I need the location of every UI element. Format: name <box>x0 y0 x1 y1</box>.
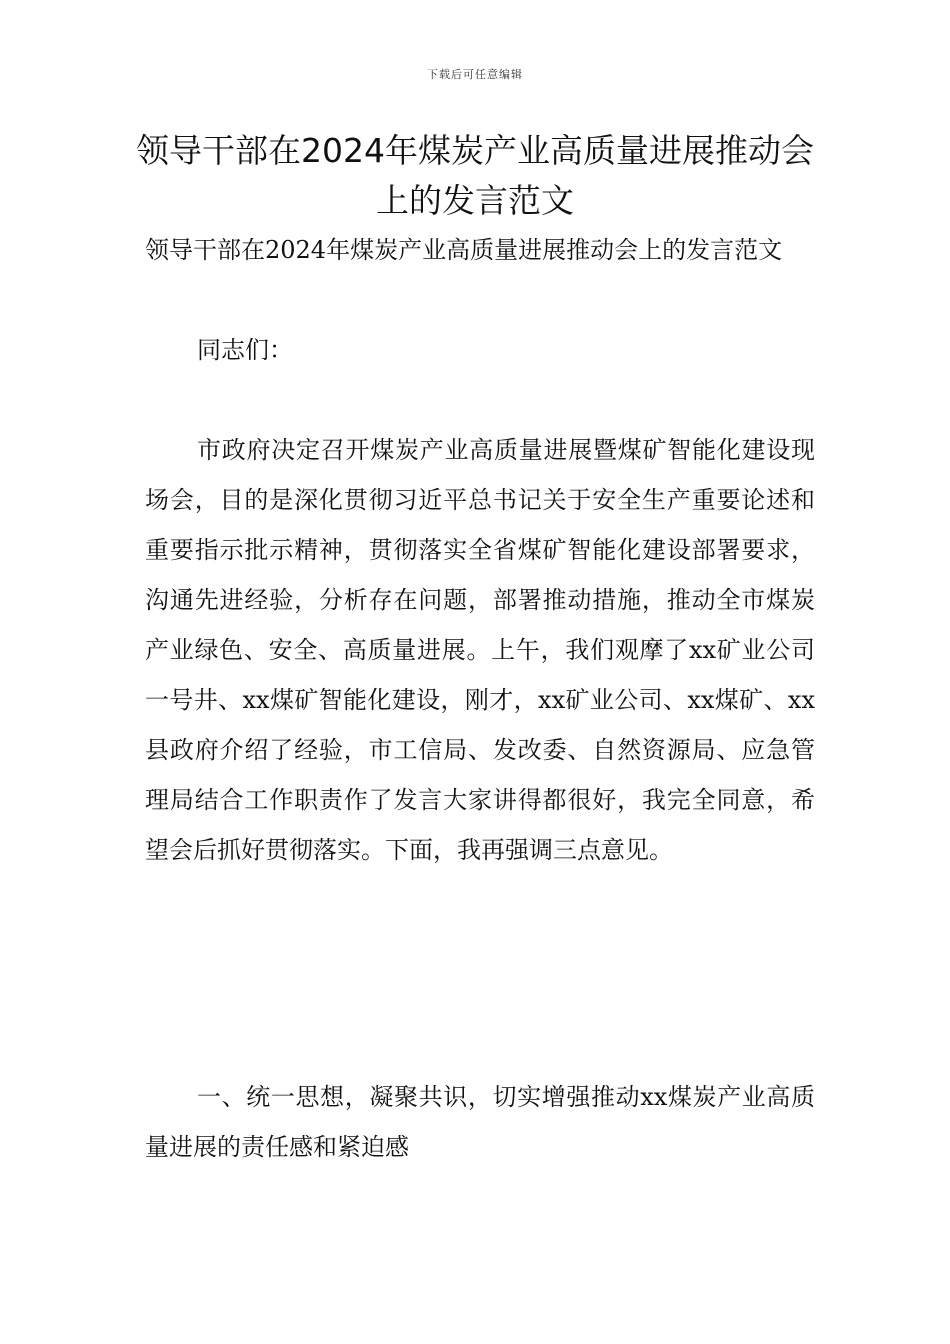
header-note: 下载后可任意编辑 <box>427 68 523 81</box>
paragraph-opening: 市政府决定召开煤炭产业高质量进展暨煤矿智能化建设现场会，目的是深化贯彻习近平总书记关于安全生产重要论述和重要指示批示精神，贯彻落实全省煤矿智能化建设部署要求，沟通先进经验，分析存在问题，部署推动措施，推动全市煤炭产业绿色、安全、高质量进展。上午，我们观摩了xx矿业公司一号井、xx煤矿智能化建设，刚才，xx矿业公司、xx煤矿、xx县政府介绍了经验，市工信局、发改委、自然资源局、应急管理局结合工作职责作了发言大家讲得都很好，我完全同意，希望会后抓好贯彻落实。下面，我再强调三点意见。 <box>145 436 815 864</box>
section-heading-1: 一、统一思想，凝聚共识，切实增强推动xx煤炭产业高质量进展的责任感和紧迫感 <box>145 1083 815 1161</box>
document-title: 领导干部在2024年煤炭产业高质量进展推动会上的发言范文 <box>136 131 814 220</box>
salutation: 同志们： <box>197 336 293 364</box>
document-subtitle: 领导干部在2024年煤炭产业高质量进展推动会上的发言范文 <box>145 236 783 264</box>
